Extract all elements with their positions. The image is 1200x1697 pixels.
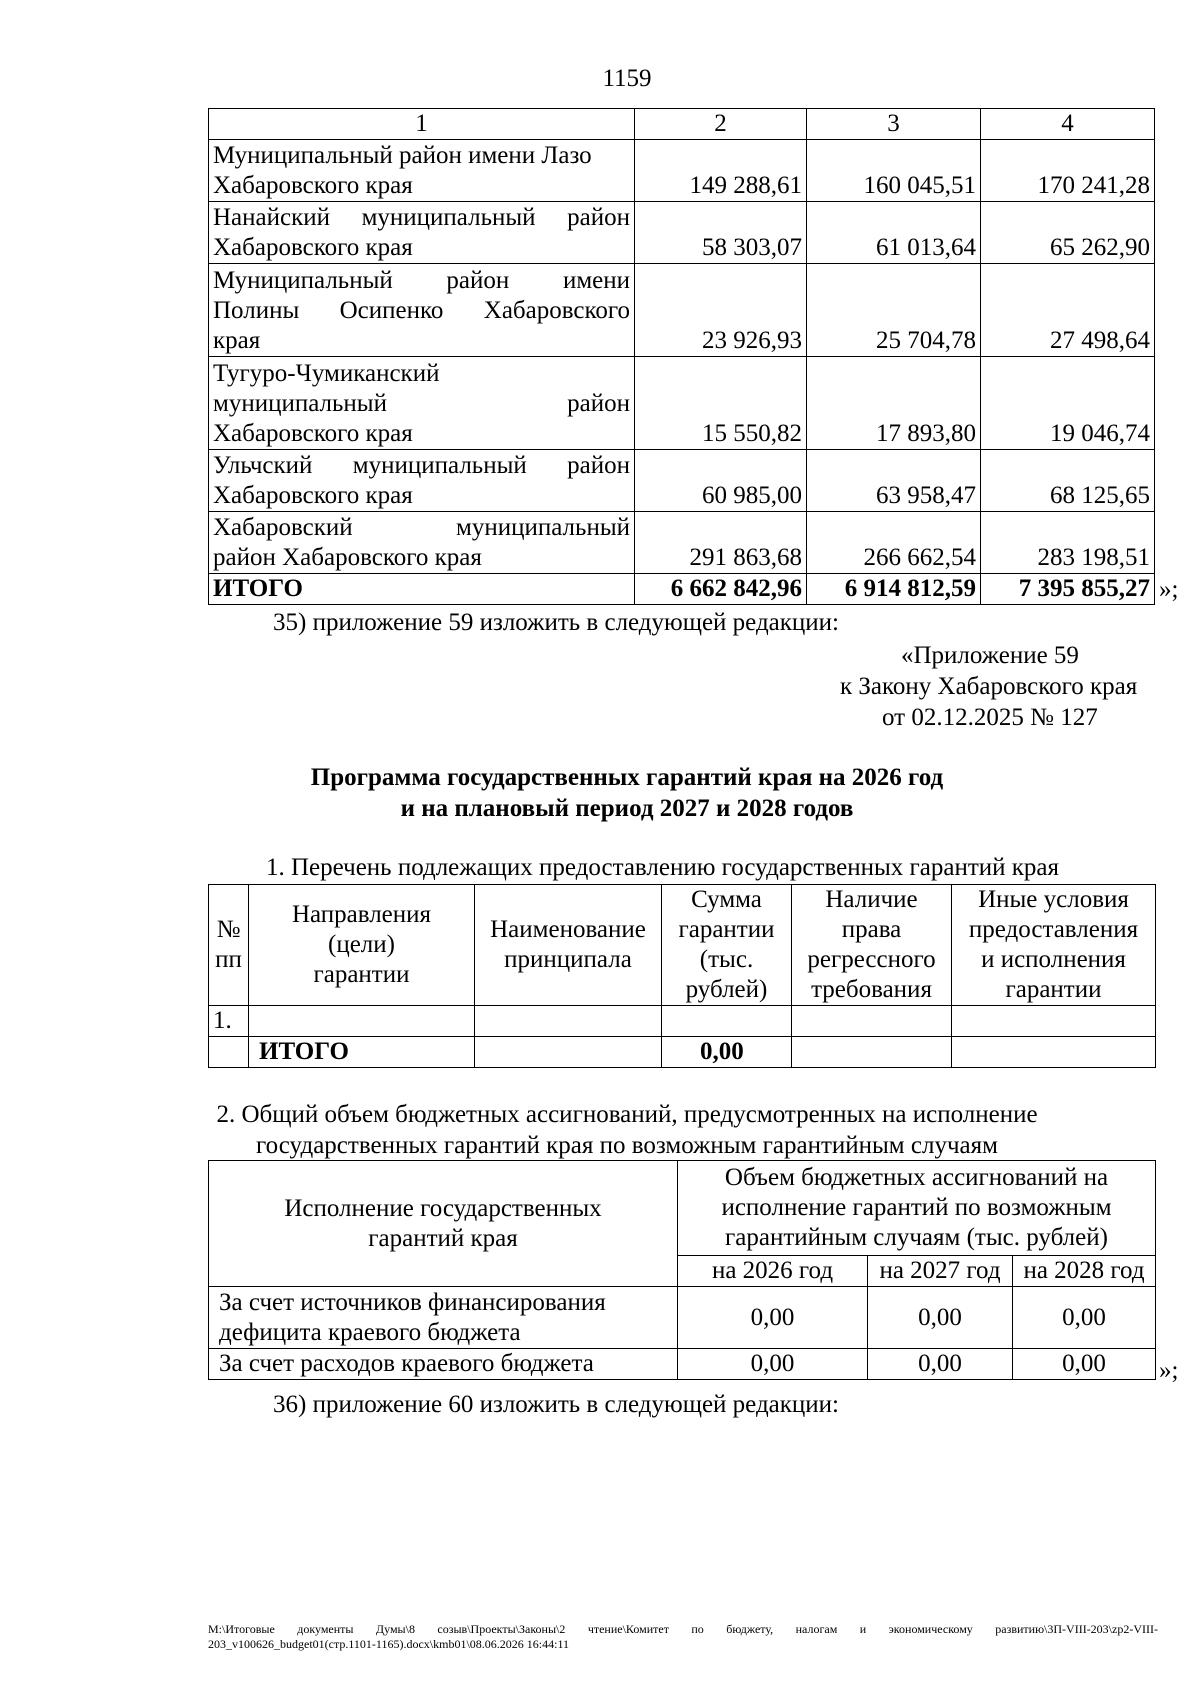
total-2028: 7 395 855,27: [981, 574, 1155, 605]
row-label: За счет расходов краевого бюджета: [209, 1349, 678, 1380]
district-name: Муниципальный район имени Лазо Хабаровского края: [209, 140, 635, 202]
district-name: Тугуро-Чумиканский муниципальный район Хабаровского края: [209, 357, 635, 450]
item-36-text: 36) приложение 60 изложить в следующей редакции:: [273, 1391, 839, 1418]
header-other-conditions: Иные условия предоставления и исполнения гарантии: [952, 885, 1156, 1006]
cell: [792, 1006, 952, 1037]
table-row: [209, 357, 1155, 450]
program-subtitle: и на плановый период 2027 и 2028 годов: [400, 795, 854, 822]
budget-allocations-table: [208, 1160, 1156, 1380]
value-2028: 0,00: [1013, 1287, 1156, 1349]
total-row: [209, 574, 1155, 605]
table-row: [209, 1349, 1156, 1380]
cell: [249, 1006, 475, 1037]
table-row: [209, 450, 1155, 512]
table-row: [209, 512, 1155, 574]
value-2028: 68 125,65: [981, 450, 1155, 512]
value-2027: 61 013,64: [807, 202, 981, 264]
value-2027: 160 045,51: [807, 140, 981, 202]
column-header: 4: [981, 109, 1155, 140]
appendix-label: «Приложение 59: [901, 642, 1079, 669]
total-label: ИТОГО: [249, 1037, 475, 1068]
cell: [792, 1037, 952, 1068]
cell: [209, 1037, 249, 1068]
row-label: За счет источников финансирования дефицита краевого бюджета: [209, 1287, 678, 1349]
total-label: ИТОГО: [209, 574, 635, 605]
total-2027: 6 914 812,59: [807, 574, 981, 605]
section-2-title-cont: государственных гарантий края по возможным гарантийным случаям: [256, 1132, 998, 1159]
total-sum: 0,00: [662, 1037, 792, 1068]
footer-file-path-cont: 203_v100626_budget01(стр.1101-1165).docx\kmb01\08.06.2026 16:44:11: [208, 1637, 570, 1651]
value-2028: 27 498,64: [981, 264, 1155, 357]
value-2028: 283 198,51: [981, 512, 1155, 574]
district-name: Нанайский муниципальный район Хабаровского края: [209, 202, 635, 264]
total-2026: 6 662 842,96: [635, 574, 807, 605]
value-2026: 23 926,93: [635, 264, 807, 357]
closing-quote-mark: »;: [1159, 1357, 1179, 1384]
section-1-title: 1. Перечень подлежащих предоставлению государственных гарантий края: [266, 854, 1060, 881]
page-number: 1159: [602, 65, 652, 92]
value-2026: 0,00: [678, 1287, 868, 1349]
value-2026: 291 863,68: [635, 512, 807, 574]
value-2027: 17 893,80: [807, 357, 981, 450]
table-row: [209, 264, 1155, 357]
item-35-text: 35) приложение 59 изложить в следующей редакции:: [273, 609, 839, 636]
header-direction: Направления (цели) гарантии: [249, 885, 475, 1006]
table-row: [209, 140, 1155, 202]
value-2027: 0,00: [868, 1287, 1013, 1349]
cell: [475, 1037, 662, 1068]
value-2028: 65 262,90: [981, 202, 1155, 264]
district-name: Хабаровский муниципальный район Хабаровского края: [209, 512, 635, 574]
column-header: 3: [807, 109, 981, 140]
header-execution: Исполнение государственных гарантий края: [209, 1161, 678, 1287]
header-sum: Сумма гарантии (тыс. рублей): [662, 885, 792, 1006]
table-row: [209, 1006, 1156, 1037]
column-header: 1: [209, 109, 635, 140]
cell: [662, 1006, 792, 1037]
cell: [475, 1006, 662, 1037]
header-year-2026: на 2026 год: [678, 1256, 868, 1287]
value-2026: 15 550,82: [635, 357, 807, 450]
appendix-date: от 02.12.2025 № 127: [882, 704, 1098, 731]
value-2027: 0,00: [868, 1349, 1013, 1380]
value-2027: 266 662,54: [807, 512, 981, 574]
value-2026: 0,00: [678, 1349, 868, 1380]
value-2028: 19 046,74: [981, 357, 1155, 450]
program-title: Программа государственных гарантий края на 2026 год: [310, 764, 944, 791]
table-row: [209, 1287, 1156, 1349]
municipal-budget-table: [208, 108, 1155, 605]
appendix-law-ref: к Закону Хабаровского края: [840, 673, 1138, 700]
district-name: Ульчский муниципальный район Хабаровского края: [209, 450, 635, 512]
value-2028: 0,00: [1013, 1349, 1156, 1380]
table-row: [209, 202, 1155, 264]
header-principal: Наименование принципала: [475, 885, 662, 1006]
value-2026: 149 288,61: [635, 140, 807, 202]
value-2027: 63 958,47: [807, 450, 981, 512]
header-number: № пп: [209, 885, 249, 1006]
header-regress: Наличие права регрессного требования: [792, 885, 952, 1006]
guarantees-list-table: [208, 884, 1156, 1068]
value-2027: 25 704,78: [807, 264, 981, 357]
header-year-2027: на 2027 год: [868, 1256, 1013, 1287]
total-row: [209, 1037, 1156, 1068]
row-number: 1.: [209, 1006, 249, 1037]
closing-quote-mark: »;: [1159, 576, 1179, 603]
header-year-2028: на 2028 год: [1013, 1256, 1156, 1287]
footer-file-path: M:\Итоговые документы Думы\8 созыв\Проекты\Законы\2 чтение\Комитет по бюджету, налогам и экономическому развитию\3П-VIII-203\zp2-VIII-: [208, 1622, 1158, 1636]
district-name: Муниципальный район имени Полины Осипенко Хабаровского края: [209, 264, 635, 357]
column-header: 2: [635, 109, 807, 140]
cell: [952, 1006, 1156, 1037]
value-2028: 170 241,28: [981, 140, 1155, 202]
value-2026: 60 985,00: [635, 450, 807, 512]
header-allocations: Объем бюджетных ассигнований на исполнение гарантий по возможным гарантийным случаям (тыс. рублей): [678, 1161, 1156, 1256]
value-2026: 58 303,07: [635, 202, 807, 264]
cell: [952, 1037, 1156, 1068]
section-2-title: 2. Общий объем бюджетных ассигнований, предусмотренных на исполнение: [216, 1101, 1038, 1128]
